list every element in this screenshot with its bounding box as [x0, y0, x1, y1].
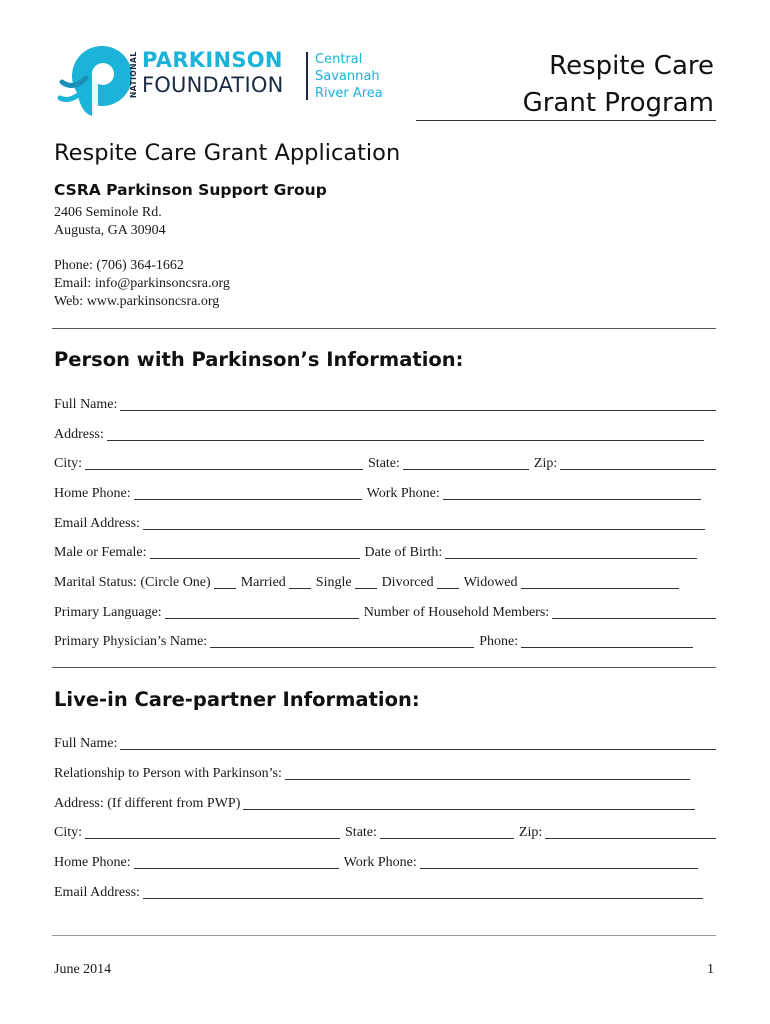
contact-web: Web: www.parkinsoncsra.org [54, 294, 220, 309]
work-phone-label: Work Phone: [366, 486, 440, 501]
pwp-address-row [54, 423, 716, 443]
title-divider [416, 120, 716, 121]
pwp-full-name-field[interactable] [120, 396, 716, 411]
address-line: Augusta, GA 30904 [54, 223, 166, 238]
logo-national-text: NATIONAL [129, 51, 138, 98]
section-divider [52, 328, 716, 329]
zip-label: Zip: [518, 825, 543, 840]
cp-email-row [54, 881, 716, 901]
organization-name: CSRA Parkinson Support Group [54, 181, 327, 199]
pwp-gender-dob-row [54, 541, 716, 561]
footer-date: June 2014 [54, 962, 112, 977]
address-label: Address: (If different from PWP) [54, 796, 241, 811]
email-label: Email Address: [54, 516, 140, 531]
cp-city-field[interactable] [85, 824, 340, 839]
logo-foundation-text: FOUNDATION [142, 73, 284, 97]
contact-phone: Phone: (706) 364-1662 [54, 258, 184, 273]
physician-label: Primary Physician’s Name: [54, 634, 208, 649]
cp-home-phone-field[interactable] [134, 854, 339, 869]
logo-chapter-line: River Area [315, 86, 383, 101]
cp-relationship-row [54, 762, 716, 782]
contact-email: Email: info@parkinsoncsra.org [54, 276, 230, 291]
parkinson-foundation-logo [56, 42, 396, 118]
pwp-work-phone-field[interactable] [443, 485, 701, 500]
pwp-gender-field[interactable] [150, 544, 360, 559]
household-label: Number of Household Members: [363, 605, 550, 620]
cp-address-field[interactable] [243, 795, 695, 810]
cp-relationship-field[interactable] [285, 765, 690, 780]
divorced-mark-field[interactable] [355, 574, 377, 589]
city-label: City: [54, 456, 83, 471]
pwp-home-phone-field[interactable] [134, 485, 362, 500]
widowed-mark-field[interactable] [437, 574, 459, 589]
logo-chapter-line: Central [315, 52, 363, 67]
pwp-section-heading: Person with Parkinson’s Information: [54, 348, 464, 371]
zip-label: Zip: [533, 456, 558, 471]
marital-label: Marital Status: (Circle One) [54, 575, 211, 590]
pwp-city-state-zip-row [54, 452, 716, 472]
language-label: Primary Language: [54, 605, 162, 620]
pwp-email-field[interactable] [143, 515, 705, 530]
parkinson-p-logo-icon [56, 42, 134, 118]
page-number: 1 [707, 962, 714, 977]
pwp-marital-row [54, 571, 716, 591]
cp-phone-row [54, 851, 716, 871]
gender-label: Male or Female: [54, 545, 147, 560]
physician-phone-label: Phone: [479, 634, 519, 649]
cp-email-field[interactable] [143, 884, 703, 899]
carepartner-section-heading: Live-in Care-partner Information: [54, 688, 420, 711]
pwp-zip-field[interactable] [560, 455, 716, 470]
married-mark-field[interactable] [214, 574, 236, 589]
pwp-physician-phone-field[interactable] [521, 633, 693, 648]
married-option[interactable]: Married [240, 575, 286, 590]
document-title-line: Grant Program [522, 88, 714, 118]
single-option[interactable]: Single [315, 575, 352, 590]
pwp-language-field[interactable] [165, 604, 359, 619]
cp-zip-field[interactable] [545, 824, 716, 839]
state-label: State: [368, 456, 400, 471]
document-title [523, 48, 714, 122]
pwp-language-household-row [54, 601, 716, 621]
email-label: Email Address: [54, 885, 140, 900]
logo-chapter-line: Savannah [315, 69, 380, 84]
pwp-physician-row [54, 630, 716, 650]
footer-divider [52, 935, 716, 936]
logo-chapter-name [315, 51, 383, 102]
pwp-household-field[interactable] [552, 604, 716, 619]
logo-divider [306, 52, 308, 100]
address-line: 2406 Seminole Rd. [54, 205, 162, 220]
logo-parkinson-text: PARKINSON [142, 48, 283, 72]
pwp-city-field[interactable] [85, 455, 363, 470]
dob-label: Date of Birth: [364, 545, 443, 560]
pwp-state-field[interactable] [403, 455, 529, 470]
full-name-label: Full Name: [54, 397, 118, 412]
application-title: Respite Care Grant Application [54, 140, 401, 166]
state-label: State: [345, 825, 377, 840]
cp-work-phone-field[interactable] [420, 854, 698, 869]
full-name-label: Full Name: [54, 736, 118, 751]
pwp-phone-row [54, 482, 716, 502]
widowed-option[interactable]: Widowed [463, 575, 518, 590]
cp-state-field[interactable] [380, 824, 514, 839]
pwp-physician-field[interactable] [210, 633, 474, 648]
cp-city-state-zip-row [54, 821, 716, 841]
marital-other-field[interactable] [521, 574, 679, 589]
organization-address [54, 204, 166, 240]
single-mark-field[interactable] [289, 574, 311, 589]
work-phone-label: Work Phone: [343, 855, 417, 870]
pwp-full-name-row [54, 393, 716, 413]
pwp-email-row [54, 512, 716, 532]
divorced-option[interactable]: Divorced [381, 575, 434, 590]
relationship-label: Relationship to Person with Parkinson’s: [54, 766, 282, 781]
pwp-dob-field[interactable] [445, 544, 697, 559]
city-label: City: [54, 825, 83, 840]
section-divider [52, 667, 716, 668]
organization-contact [54, 257, 230, 311]
cp-full-name-row [54, 732, 716, 752]
home-phone-label: Home Phone: [54, 855, 131, 870]
document-title-line: Respite Care [549, 51, 714, 81]
cp-full-name-field[interactable] [120, 735, 716, 750]
pwp-address-field[interactable] [107, 426, 704, 441]
home-phone-label: Home Phone: [54, 486, 131, 501]
address-label: Address: [54, 427, 104, 442]
cp-address-row [54, 792, 716, 812]
